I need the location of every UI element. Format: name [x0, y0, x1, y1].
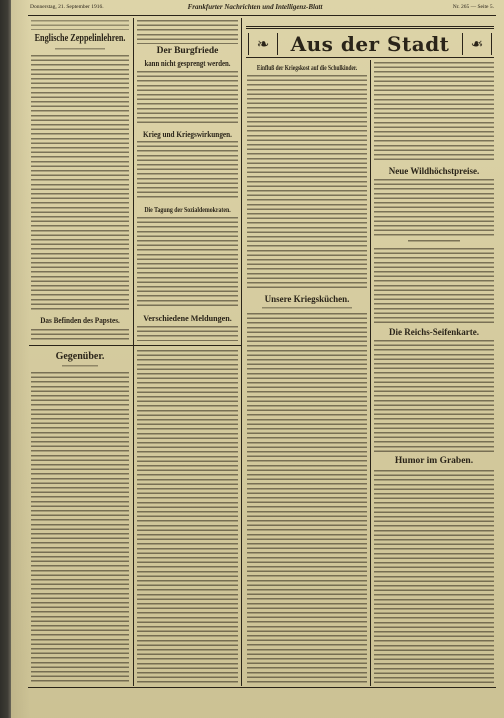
article-subtitle [408, 240, 460, 243]
article-text [374, 179, 494, 236]
page-number: Nr. 265 — Seite 5. [452, 4, 494, 10]
feuilleton-byline [62, 365, 98, 368]
article-text [31, 55, 129, 311]
headline-burgfriede-sub: kann nicht gesprengt werden. [144, 57, 231, 68]
headline-meldungen: Verschiedene Meldungen. [143, 312, 232, 323]
column-divider [133, 18, 134, 686]
masthead: Frankfurter Nachrichten und Intelligenz-Blatt [187, 3, 323, 11]
headline-tagung: Die Tagung der Sozialdemokraten. [144, 204, 231, 214]
feuilleton-rule [29, 345, 242, 346]
article-subtitle [55, 48, 105, 51]
article-text [137, 141, 238, 201]
flourish-ornament-icon: ❧ [462, 33, 492, 55]
feuilleton-text [31, 372, 129, 684]
article-text [137, 71, 238, 125]
footer-rule [28, 687, 496, 688]
column-divider [241, 18, 242, 686]
local-section-title: Aus der Stadt [290, 32, 450, 56]
local-section-header [246, 26, 494, 58]
article-text [374, 470, 494, 684]
article-text [137, 350, 238, 684]
column-divider [370, 60, 371, 686]
article-text [374, 340, 494, 452]
flourish-ornament-icon: ❧ [248, 33, 278, 55]
headline-papst: Das Befinden des Papstes. [40, 316, 120, 325]
article-text [374, 62, 494, 162]
headline-krieg: Krieg und Kriegswirkungen. [143, 128, 232, 139]
headline-seife: Die Reichs-Seifenkarte. [389, 326, 479, 337]
headline-zeppelin: Englische Zeppelinlehren. [34, 32, 126, 44]
headline-wild: Neue Wildhöchstpreise. [388, 165, 480, 176]
header-rule [28, 15, 496, 16]
headline-kriegskuechen: Unsere Kriegsküchen. [264, 293, 350, 304]
article-text [31, 329, 129, 341]
article-text [31, 20, 129, 30]
issue-date: Donnerstag, 21. September 1916. [30, 4, 104, 10]
scan-edge [0, 0, 11, 718]
article-text [137, 217, 238, 308]
headline-humor: Humor im Graben. [394, 455, 474, 466]
article-text [137, 326, 238, 341]
article-subtitle [262, 307, 352, 310]
article-text [247, 313, 367, 684]
headline-kriegskost: Einfluß der Kriegskost auf die Schulkinder. [256, 62, 358, 72]
article-text [137, 20, 238, 44]
article-text [247, 75, 367, 289]
headline-burgfriede: Der Burgfriede [156, 46, 219, 57]
article-text [374, 248, 494, 323]
feuilleton-title: Gegenüber. [55, 350, 105, 362]
